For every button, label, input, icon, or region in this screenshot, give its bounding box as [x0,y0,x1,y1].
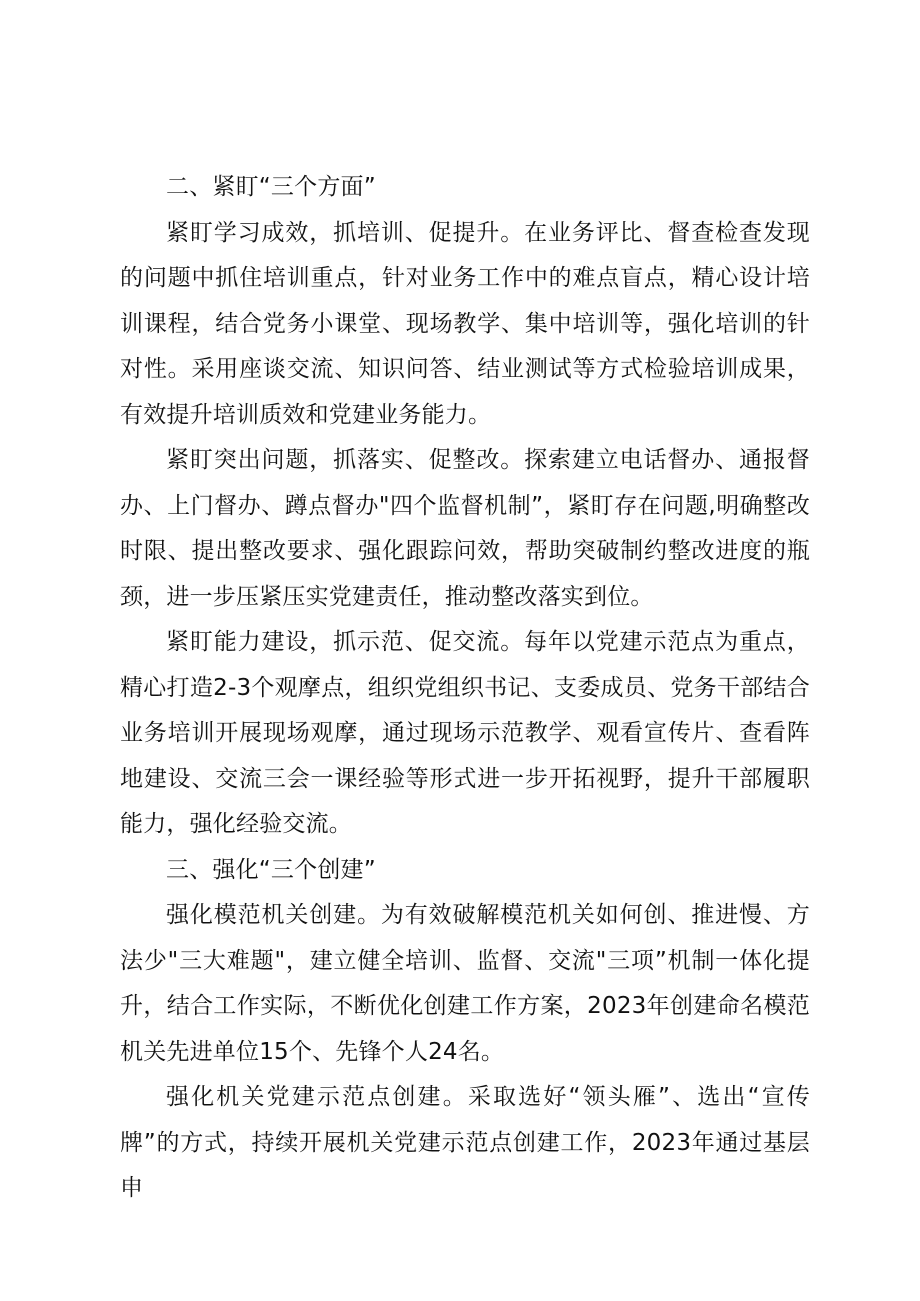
section-heading-three: 三、强化“三个创建” [166,856,376,883]
paragraph-demo-site: 强化机关党建示范点创建。采取选好“领头雁”、选出“宣传牌”的方式，持续开展机关党建示范点创建工作，2023年通过基层申 [120,1084,810,1201]
paragraph-capacity: 紧盯能力建设，抓示范、促交流。每年以党建示范点为重点，精心打造2-3个观摩点，组织党组织书记、支委成员、党务干部结合业务培训开展现场观摩，通过现场示范教学、观看宣传片、查看阵地建设、交流三会一课经验等形式进一步开拓视野，提升干部履职能力，强化经验交流。 [120,629,810,837]
paragraph-model-organ: 强化模范机关创建。为有效破解模范机关如何创、推进慢、方法少"三大难题"，建立健全培训、监督、交流"三项”机制一体化提升，结合工作实际，不断优化创建工作方案，2023年创建命名模范机关先进单位15个、先锋个人24名。 [120,902,810,1065]
document-page [120,165,810,1212]
section-heading-two: 二、紧盯“三个方面” [166,174,376,200]
paragraph-training: 紧盯学习成效，抓培训、促提升。在业务评比、督查检查发现的问题中抓住培训重点，针对业务工作中的难点盲点，精心设计培训课程，结合党务小课堂、现场教学、集中培训等，强化培训的针对性。采用座谈交流、知识问答、结业测试等方式检验培训成果，有效提升培训质效和党建业务能力。 [120,219,810,428]
paragraph-rectification: 紧盯突出问题，抓落实、促整改。探索建立电话督办、通报督办、上门督办、蹲点督办"四个监督机制”，紧盯存在问题,明确整改时限、提出整改要求、强化跟踪问效，帮助突破制约整改进度的瓶颈，进一步压紧压实党建责任，推动整改落实到位。 [120,447,810,610]
